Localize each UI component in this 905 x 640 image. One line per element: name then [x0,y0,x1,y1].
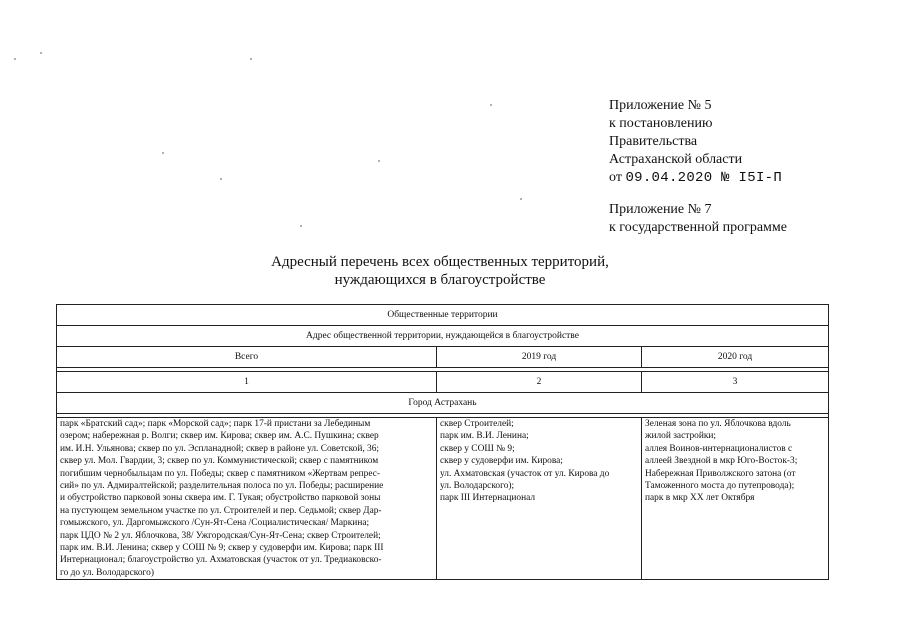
annex-block [609,97,782,187]
year-2020-line: Зеленая зона по ул. Яблочкова вдоль [645,419,791,429]
year-2020-line: аллея Воинов-интернационалистов с [645,443,793,454]
table-header-address: Адрес общественной территории, нуждающейся в благоустройстве [57,326,829,347]
column-header-2019: 2019 год [437,347,642,368]
annex-date-prefix: от [609,170,622,185]
year-2020-line: Набережная Приволжского затона (от [645,468,796,479]
annex-date-line [609,169,782,187]
total-line: гомыжского, ул. Даргомыжского /Сун-Ят-Сена /Социалистическая/ Маркина; [60,518,370,529]
territories-table [56,304,829,580]
year-2020-line: парк в мкр XX лет Октября [645,493,755,504]
annex-line: Правительства [609,134,698,149]
total-line: парк «Братский сад»; парк «Морской сад»; парк 17-й пристани за Лебединым [60,419,371,429]
total-line: сквер ул. Мол. Гвардии, 3; сквер по ул. Коммунистической; сквер с памятником [60,456,379,467]
total-cell [57,418,437,580]
column-number-2: 2 [437,372,642,393]
column-number-1: 1 [57,372,437,393]
column-header-2020: 2020 год [642,347,829,368]
year-2019-line: сквер у судоверфи им. Кирова; [440,456,563,467]
annex2-block [609,201,787,237]
total-line: озером; набережная р. Волги; сквер им. Кирова; сквер им. А.С. Пушкина; сквер [60,431,379,442]
year-2019-line: парк им. В.И. Ленина; [440,431,529,442]
annex-line: Приложение № 5 [609,98,712,113]
annex-line: к постановлению [609,116,713,131]
total-line: сий» по ул. Адмиралтейской; разделительная полоса по ул. Победы; расширение [60,481,384,492]
title-line-2: нуждающихся в благоустройстве [334,272,546,288]
annex2-line: Приложение № 7 [609,202,712,217]
year-2019-cell [437,418,642,580]
total-line: Интернационал; благоустройство ул. Ахматовская (участок от ул. Тредиаковско- [60,555,382,566]
total-line: им. И.Н. Ульянова; сквер по ул. Эспланадной; сквер в районе ул. Советской, 36; [60,443,380,454]
total-line: и обустройство парковой зоны сквера им. Г. Тукая; обустройство парковой зоны [60,493,381,504]
annex-date-value: 09.04.2020 № I5I-П [625,170,783,186]
year-2020-line: жилой застройки; [645,431,717,442]
column-header-total: Всего [57,347,437,368]
year-2019-line: парк III Интернационал [440,493,536,504]
total-line: парк им. В.И. Ленина; сквер у СОШ № 9; сквер у судоверфи им. Кирова; парк III [60,543,384,554]
total-line: го до ул. Володарского) [60,567,154,578]
year-2019-line: ул. Володарского); [440,481,515,492]
document-title [180,253,700,289]
year-2020-line: Таможенного моста до путепровода); [645,481,795,492]
annex-line: Астраханской области [609,152,743,167]
column-number-3: 3 [642,372,829,393]
year-2020-cell [642,418,829,580]
table-header-territories: Общественные территории [57,305,829,326]
city-row: Город Астрахань [57,393,829,414]
year-2019-line: сквер у СОШ № 9; [440,443,515,454]
year-2019-line: ул. Ахматовская (участок от ул. Кирова до [440,468,610,479]
title-line-1: Адресный перечень всех общественных территорий, [271,254,609,270]
total-line: парк ЦДО № 2 ул. Яблочкова, 38/ Ужгородская/Сун-Ят-Сена; сквер Строителей; [60,530,381,541]
year-2020-line: аллеей Звездной в мкр Юго-Восток-3; [645,456,798,467]
total-line: погибшим чернобыльцам по ул. Победы; сквер с памятником «Жертвам репрес- [60,468,381,479]
year-2019-line: сквер Строителей; [440,419,514,429]
annex2-line: к государственной программе [609,220,787,235]
total-line: на пустующем земельном участке по ул. Строителей и пер. Седьмой; сквер Дар- [60,505,382,516]
